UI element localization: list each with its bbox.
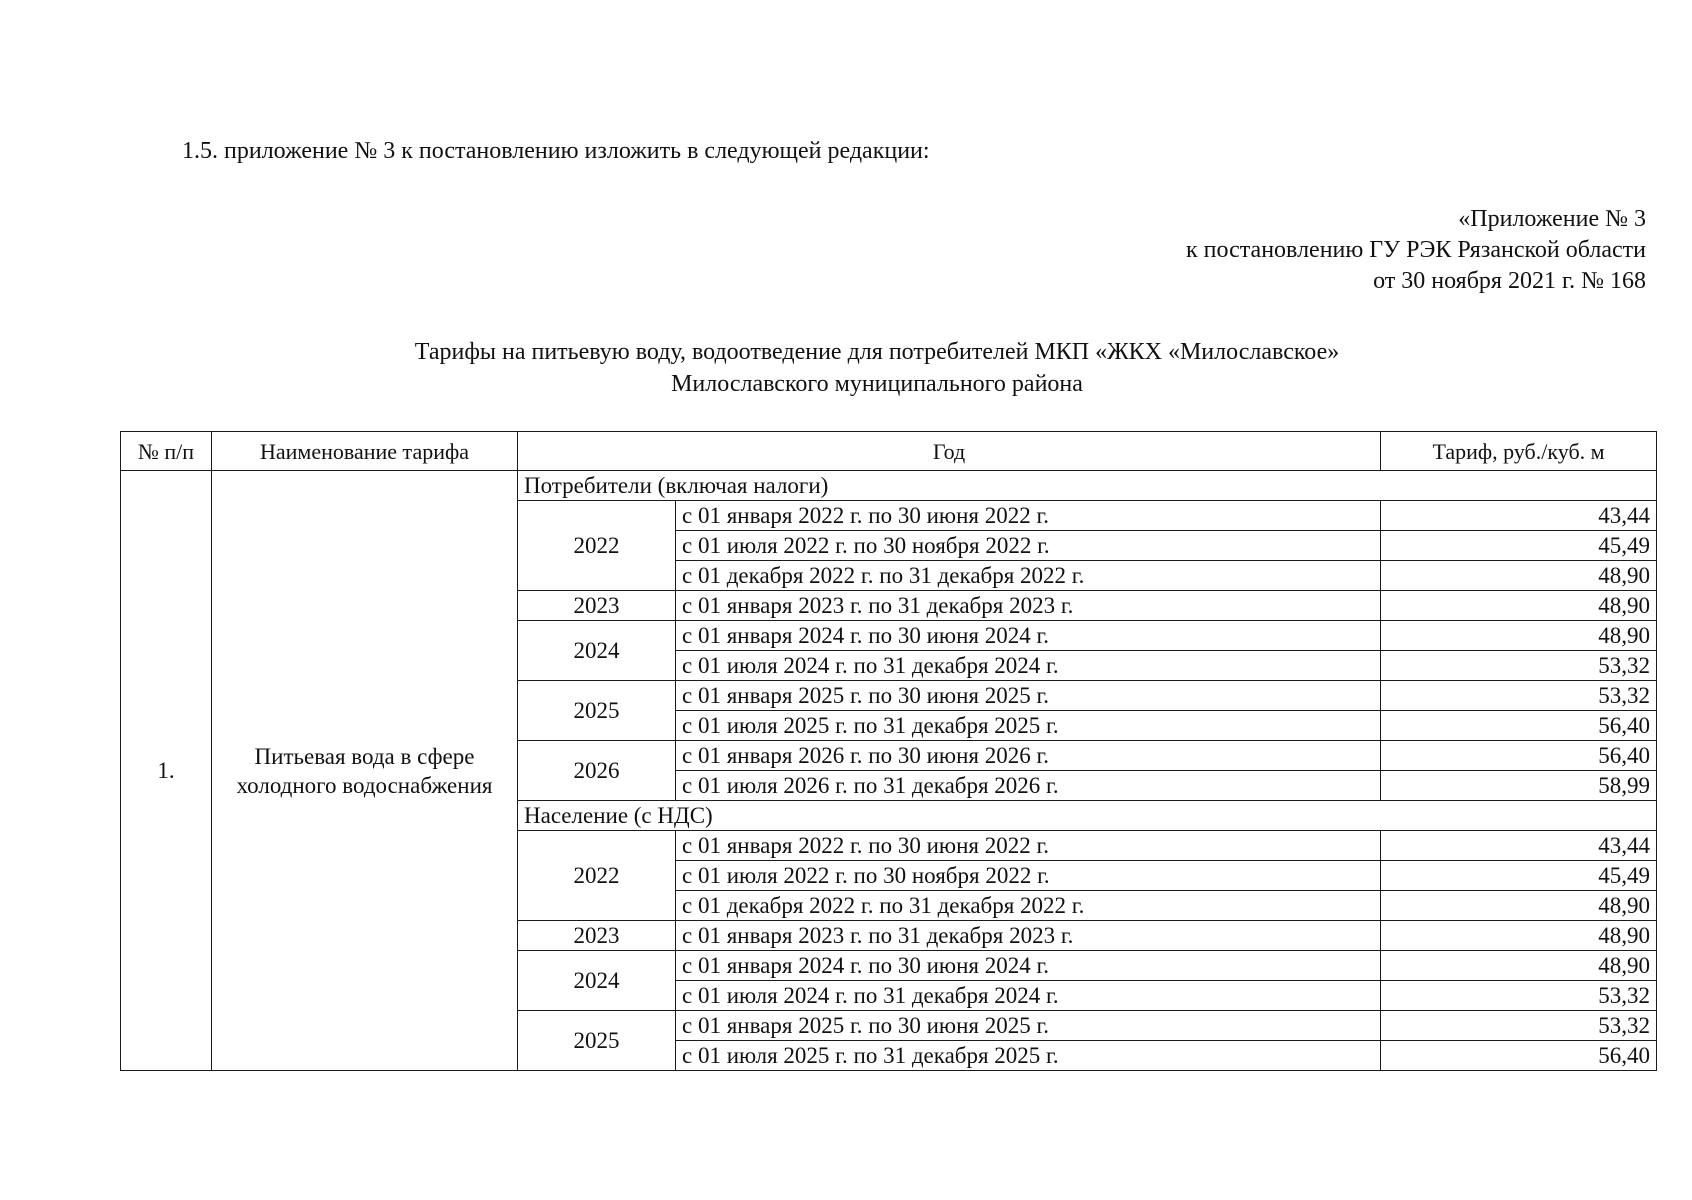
section-title: Население (с НДС): [518, 801, 1657, 831]
tariff-value-cell: 58,99: [1381, 771, 1657, 801]
tariff-value-cell: 48,90: [1381, 621, 1657, 651]
title-line-2: Милославского муниципального района: [671, 371, 1083, 397]
tariff-name: Питьевая вода в сфере холодного водоснабжения: [212, 471, 518, 1071]
year-cell: 2026: [518, 741, 676, 801]
year-cell: 2024: [518, 951, 676, 1011]
tariff-value-cell: 53,32: [1381, 681, 1657, 711]
header-tariff-value: Тариф, руб./куб. м: [1381, 432, 1657, 471]
period-cell: с 01 декабря 2022 г. по 31 декабря 2022 г.: [676, 561, 1381, 591]
tariff-value-cell: 45,49: [1381, 861, 1657, 891]
tariff-value-cell: 53,32: [1381, 1011, 1657, 1041]
tariff-value-cell: 56,40: [1381, 741, 1657, 771]
header-tariff-name: Наименование тарифа: [212, 432, 518, 471]
table-header-row: [121, 432, 1657, 471]
amendment-paragraph: 1.5. приложение № 3 к постановлению изложить в следующей редакции:: [182, 138, 930, 164]
header-number: № п/п: [121, 432, 212, 471]
section-title: Потребители (включая налоги): [518, 471, 1657, 501]
period-cell: с 01 декабря 2022 г. по 31 декабря 2022 г.: [676, 891, 1381, 921]
period-cell: с 01 июля 2026 г. по 31 декабря 2026 г.: [676, 771, 1381, 801]
period-cell: с 01 июля 2024 г. по 31 декабря 2024 г.: [676, 651, 1381, 681]
period-cell: с 01 января 2024 г. по 30 июня 2024 г.: [676, 621, 1381, 651]
tariff-value-cell: 43,44: [1381, 501, 1657, 531]
period-cell: с 01 июля 2025 г. по 31 декабря 2025 г.: [676, 1041, 1381, 1071]
appendix-line-3: от 30 ноября 2021 г. № 168: [1373, 268, 1646, 294]
title-line-1: Тарифы на питьевую воду, водоотведение для потребителей МКП «ЖКХ «Милославское»: [414, 339, 1340, 365]
tariff-value-cell: 43,44: [1381, 831, 1657, 861]
appendix-line-2: к постановлению ГУ РЭК Рязанской области: [1186, 237, 1646, 263]
period-cell: с 01 января 2022 г. по 30 июня 2022 г.: [676, 831, 1381, 861]
period-cell: с 01 января 2023 г. по 31 декабря 2023 г.: [676, 921, 1381, 951]
document-title: [120, 336, 1634, 400]
period-cell: с 01 января 2025 г. по 30 июня 2025 г.: [676, 681, 1381, 711]
year-cell: 2022: [518, 501, 676, 591]
period-cell: с 01 января 2026 г. по 30 июня 2026 г.: [676, 741, 1381, 771]
tariff-value-cell: 48,90: [1381, 921, 1657, 951]
period-cell: с 01 января 2025 г. по 30 июня 2025 г.: [676, 1011, 1381, 1041]
period-cell: с 01 июля 2024 г. по 31 декабря 2024 г.: [676, 981, 1381, 1011]
year-cell: 2025: [518, 1011, 676, 1071]
period-cell: с 01 января 2023 г. по 31 декабря 2023 г.: [676, 591, 1381, 621]
tariff-value-cell: 45,49: [1381, 531, 1657, 561]
year-cell: 2023: [518, 591, 676, 621]
appendix-line-1: «Приложение № 3: [1458, 206, 1646, 232]
row-number: 1.: [121, 471, 212, 1071]
period-cell: с 01 января 2022 г. по 30 июня 2022 г.: [676, 501, 1381, 531]
year-cell: 2025: [518, 681, 676, 741]
tariff-value-cell: 56,40: [1381, 1041, 1657, 1071]
tariff-value-cell: 53,32: [1381, 651, 1657, 681]
tariff-value-cell: 56,40: [1381, 711, 1657, 741]
section-row: [121, 471, 1657, 501]
tariff-value-cell: 48,90: [1381, 561, 1657, 591]
tariff-value-cell: 48,90: [1381, 591, 1657, 621]
period-cell: с 01 июля 2022 г. по 30 ноября 2022 г.: [676, 861, 1381, 891]
period-cell: с 01 июля 2022 г. по 30 ноября 2022 г.: [676, 531, 1381, 561]
tariff-table-body: [121, 471, 1657, 1071]
tariff-value-cell: 48,90: [1381, 891, 1657, 921]
tariff-value-cell: 53,32: [1381, 981, 1657, 1011]
period-cell: с 01 июля 2025 г. по 31 декабря 2025 г.: [676, 711, 1381, 741]
tariff-table: [120, 431, 1657, 1071]
year-cell: 2024: [518, 621, 676, 681]
appendix-reference: [1186, 204, 1646, 297]
tariff-value-cell: 48,90: [1381, 951, 1657, 981]
year-cell: 2022: [518, 831, 676, 921]
year-cell: 2023: [518, 921, 676, 951]
period-cell: с 01 января 2024 г. по 30 июня 2024 г.: [676, 951, 1381, 981]
header-year: Год: [518, 432, 1381, 471]
